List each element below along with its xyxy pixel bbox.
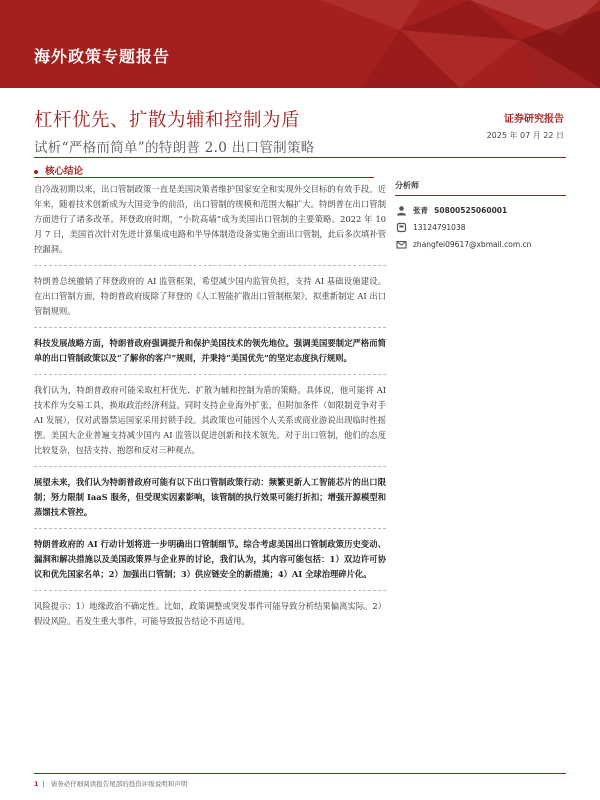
page-subtitle: 试析“严格而简单”的特朗普 2.0 出口管制策略: [34, 140, 315, 156]
footer-divider: [34, 773, 566, 774]
banner-title: 海外政策专题报告: [34, 47, 171, 66]
report-type: 证券研究报告: [504, 114, 564, 125]
divider: [34, 590, 386, 591]
email-icon: [395, 239, 407, 251]
analyst-name-row: [395, 202, 566, 219]
paragraph: 自冷战初期以来，出口管制政策一直是美国决策者维护国家安全和实现外交目标的有效手段。近年来，随着技术创新成为大国竞争的前沿，出口管制的规模和范围大幅扩大。特朗普在出口管制方面进行了诸多改革。拜登政府时期，“小院高墙”成为美国出口管制的主要策略。2022 年 10 月 7 日，美国首次针对先进计算集成电路和半导体制造设备实施全面出口管制，此后多次填补管控漏洞。: [34, 184, 386, 254]
core-divider: [34, 177, 374, 178]
phone-icon: [395, 222, 407, 234]
paragraph: 特朗普政府的 AI 行动计划将进一步明确出口管制细节。综合考虑美国出口管制政策历史变动、漏洞和解决措施以及美国政策界与企业界的讨论，我们认为，其内容可能包括：1）双边许可协议和优先国家名单；2）加强出口管制；3）供应链安全的新措施；4）AI 全球治理碎片化。: [34, 539, 386, 579]
analyst-cert: S0800525060001: [434, 206, 508, 215]
core-conclusion-label: 核心结论: [45, 166, 84, 177]
divider: [34, 327, 386, 328]
bullet-icon: [34, 170, 38, 174]
analyst-label: 分析师: [395, 180, 566, 196]
person-icon: [395, 205, 407, 217]
divider: [34, 265, 386, 266]
paragraph: 风险提示：1）地缘政治不确定性。比如，政策调整或突发事件可能导致分析结果偏离实际。2）假设风险。若发生重大事件，可能导致报告结论不再适用。: [34, 601, 386, 626]
body-text: [34, 182, 386, 637]
divider: [34, 466, 386, 467]
analyst-phone: 13124791038: [413, 223, 466, 232]
footer: [34, 779, 187, 788]
paragraph: 科技发展战略方面，特朗普政府强调提升和保护美国技术的领先地位。强调美国要制定严格而简单的出口管制政策以及“了解你的客户”规则，并秉持“美国优先”的坚定态度执行规则。: [34, 338, 386, 363]
analyst-name: 张青: [413, 206, 428, 215]
footer-separator: |: [42, 780, 45, 788]
title-divider: [34, 157, 566, 158]
divider: [34, 528, 386, 529]
core-conclusion-header: [34, 163, 83, 177]
page-title: 杠杆优先、扩散为辅和控制为盾: [34, 110, 301, 131]
divider: [34, 374, 386, 375]
paragraph: 展望未来，我们认为特朗普政府可能有以下出口管制政策行动：频繁更新人工智能芯片的出口限制；努力限制 IaaS 服务，但受现实因素影响，该管制的执行效果可能打折扣；增强开源模型和蒸馏技术管控。: [34, 477, 386, 517]
page-number: 1: [34, 780, 39, 788]
analyst-phone-row: [395, 219, 566, 236]
analyst-box: [395, 180, 566, 253]
footer-disclaimer: 请务必仔细阅读报告尾部的投资评级说明和声明: [50, 780, 188, 788]
analyst-email[interactable]: zhangfei09617@xbmail.com.cn: [413, 240, 532, 249]
paragraph: 我们认为，特朗普政府可能采取杠杆优先、扩散为辅和控制为盾的策略。具体说，他可能将 AI 技术作为交易工具，换取政治经济利益。同时支持企业海外扩张，但附加条件（如限制竞争对手 AI 发展），仅对武器禁运国家采用封锁手段。其政策也可能因个人关系或商业游说出现临时性摇摆。美国大企业普遍支持减少国内 AI 监管以促进创新和技术领先。对于出口管制，他们的态度比较复杂，包括支持、抱怨和反对三种观点。: [34, 385, 386, 455]
report-date: 2025 年 07 月 22 日: [486, 131, 564, 140]
paragraph: 特朗普总统撤销了拜登政府的 AI 监管框架，希望减少国内监管负担，支持 AI 基础设施建设。在出口管制方面，特朗普政府废除了拜登的《人工智能扩散出口管制框架》，拟重新制定 AI 出口管制规则。: [34, 276, 386, 316]
header-banner: [0, 0, 600, 88]
analyst-email-row: [395, 236, 566, 253]
